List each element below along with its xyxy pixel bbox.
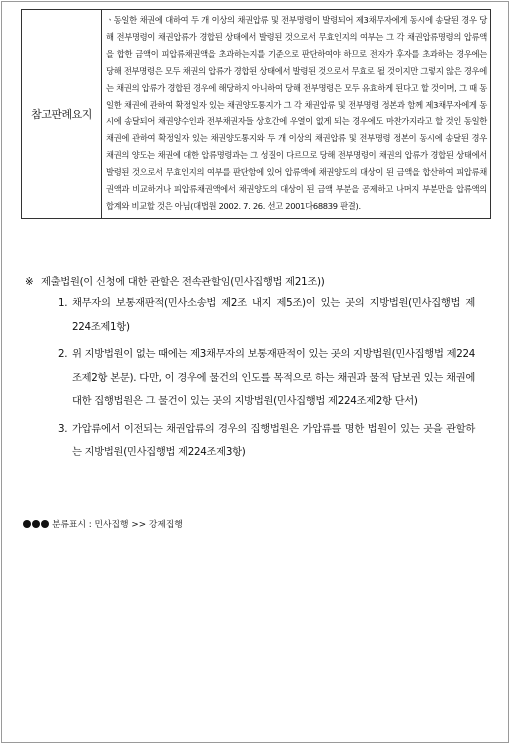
reference-label: 참고판례요지 xyxy=(22,10,102,219)
reference-table xyxy=(21,9,491,219)
note-item xyxy=(25,418,475,465)
notes-title-row xyxy=(25,272,475,292)
note-item xyxy=(25,292,475,339)
note-item-number: 2. xyxy=(58,348,68,360)
reference-mark: ※ xyxy=(25,276,34,288)
reference-content: ㆍ동일한 채권에 대하여 두 개 이상의 채권압류 및 전부명령이 발령되어 제3채무자에게 동시에 송달된 경우 당해 전부명령이 채권압류가 경합된 상태에서 발령된 것으로서 무효인지의 여부는 그 각 채권압류명령의 압류액을 합한 금액이 피압류채권액을 초과하는지를 기준으로 판단하여야 하므로 전자가 후자를 초과하는 경우에는 당해 전부명령은 모두 채권의 압류가 경합된 상태에서 발령된 것으로서 무효로 될 것이지만 그렇지 않은 경우에는 채권의 압류가 경합된 경우에 해당하지 아니하여 당해 전부명령은 모두 유효하게 된다고 할 것이며, 그 때 동일한 채권에 관하여 확정일자 있는 채권양도통지가 그 각 채권압류 및 전부명령 정본과 함께 제3채무자에게 동시에 송달되어 채권양수인과 전부채권자들 상호간에 우열이 없게 되는 경우에도 마찬가지라고 할 것인 동일한 채권에 관하여 확정일자 있는 채권양도통지와 두 개 이상의 채권압류 및 전부명령 정본이 동시에 송달된 경우 채권의 양도는 채권에 대한 압류명령과는 그 성질이 다르므로 당해 전부명령이 채권의 압류가 경합된 상태에서 발령된 것으로서 무효인지의 여부를 판단함에 있어 압류액에 채권양도의 대상이 된 금액을 합산하여 피압류채권액과 비교하거나 피압류채권액에서 채권양도의 대상이 된 금액 부분을 공제하고 나머지 부분만을 압류액의 합계와 비교할 것은 아님(대법원 2002. 7. 26. 선고 2001다68839 판결). xyxy=(102,10,491,219)
court-notes xyxy=(25,272,475,469)
note-item xyxy=(25,343,475,414)
notes-title: 제출법원(이 신청에 대한 관할은 전속관할임(민사집행법 제21조)) xyxy=(41,276,325,288)
note-item-text: 가압류에서 이전되는 채권압류의 경우의 집행법원은 가압류를 명한 법원이 있는 곳을 관할하는 지방법원(민사집행법 제224조제3항) xyxy=(72,422,475,458)
classification-line xyxy=(23,517,183,530)
note-item-text: 위 지방법원이 없는 때에는 제3채무자의 보통재판적이 있는 곳의 지방법원(민사집행법 제224조제2항 본문). 다만, 이 경우에 물건의 인도를 목적으로 하는 채권과 물적 담보권 있는 채권에 대한 집행법원은 그 물건이 있는 곳의 지방법원(민사집행법 제224조제2항 단서) xyxy=(72,348,475,407)
classification-label: 분류표시 : 민사집행 >> 강제집행 xyxy=(52,520,183,530)
note-item-number: 1. xyxy=(58,297,68,309)
note-item-number: 3. xyxy=(58,422,68,435)
bullet-dots-icon xyxy=(23,520,50,528)
note-item-text: 채무자의 보통재판적(민사소송법 제2조 내지 제5조)이 있는 곳의 지방법원(민사집행법 제224조제1항) xyxy=(72,297,475,333)
